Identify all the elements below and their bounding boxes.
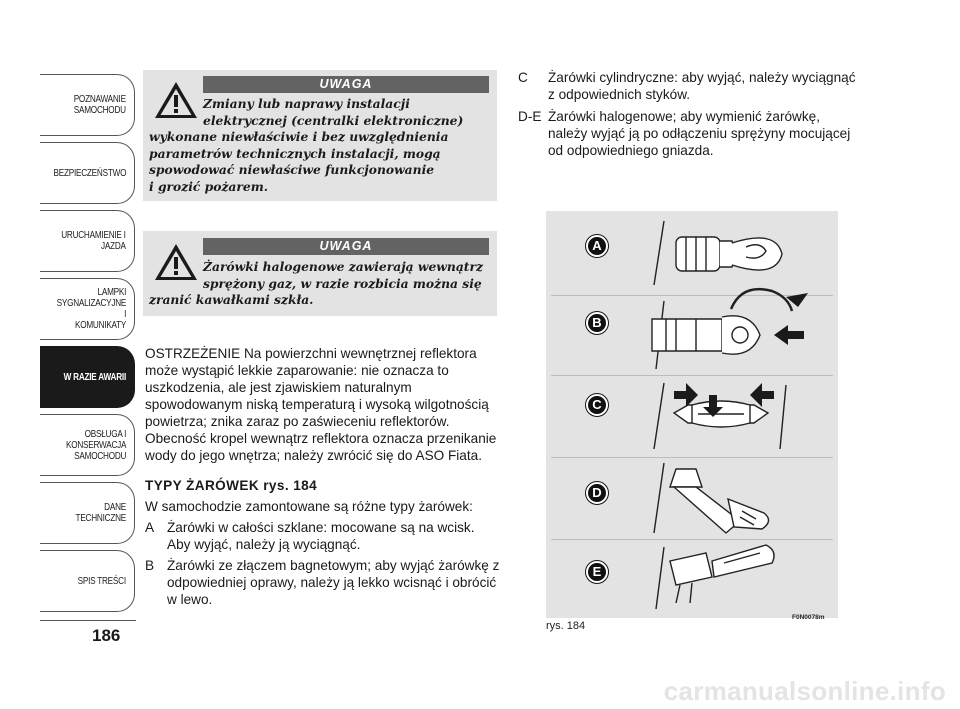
list-item-text: Żarówki w całości szklane: mocowane są na wcisk. Aby wyjąć, należy ją wyciągnąć.	[167, 520, 475, 552]
badge-d: D	[586, 482, 608, 504]
push-arrow-icon	[774, 325, 804, 345]
tab-spis-tresci[interactable]: SPIS TREŚCI	[40, 550, 135, 612]
list-item-text: Żarówki halogenowe; aby wymienić żarówkę, należy wyjąć ją po odłączeniu sprężyny mocującej od odpowiedniego gniazda.	[548, 109, 851, 158]
bulb-types-figure	[546, 211, 838, 618]
warning-header: UWAGA	[203, 238, 489, 255]
page-rule	[40, 620, 136, 621]
tab-obsluga-konserwacja[interactable]: OBSŁUGA I KONSERWACJA SAMOCHODU	[40, 414, 135, 476]
list-item	[518, 69, 863, 103]
tab-bezpieczenstwo[interactable]: BEZPIECZEŃSTWO	[40, 142, 135, 204]
pull-right-arrow-icon	[750, 383, 774, 407]
figure-code: F0N0078m	[792, 614, 825, 621]
warning-box-electrical	[143, 70, 497, 201]
warning-text-line2: sprężony gaz, w razie rozbicia można się	[203, 275, 482, 291]
list-item-label: A	[145, 520, 155, 535]
tab-uruchamienie-jazda[interactable]: URUCHAMIENIE I JAZDA	[40, 210, 135, 272]
left-column-text	[145, 345, 500, 608]
warning-text-line1: Żarówki halogenowe zawierają wewnątrz	[203, 259, 483, 274]
bulb-d-drawing	[654, 463, 769, 533]
section-intro: W samochodzie zamontowane są różne typy żarówek:	[145, 499, 473, 514]
bulb-e-drawing	[656, 545, 774, 609]
tab-w-razie-awarii[interactable]: W RAZIE AWARII	[40, 346, 135, 408]
pull-left-arrow-icon	[674, 383, 698, 407]
watermark: carmanualsonline.info	[663, 676, 946, 706]
warning-text-rest: zranić kawałkami szkła.	[149, 292, 314, 307]
fogging-note: OSTRZEŻENIE Na powierzchni wewnętrznej reflektora może wystąpić lekkie zaparowanie: nie oznacza to uszkodzenia, ale jest zjawiskiem naturalnym spowodowanym niską temperaturą i wysoką wilgotnością powietrza; znika zaraz po zaświeceniu reflektorów. Obecność kropel wewnątrz reflektora oznacza przenikanie wody do jego wnętrza; należy zwrócić się do ASO Fiata.	[145, 346, 497, 463]
badge-a: A	[586, 235, 608, 257]
list-item-label: D-E	[518, 109, 542, 124]
section-heading: TYPY ŻARÓWEK rys. 184	[145, 478, 318, 493]
arrows	[674, 293, 808, 417]
list-item-text: Żarówki ze złączem bagnetowym; aby wyjąć żarówkę z odpowiedniej oprawy, należy ją lekko wcisnąć i obrócić w lewo.	[167, 558, 500, 607]
tab-dane-techniczne[interactable]: DANE TECHNICZNE	[40, 482, 135, 544]
page-number: 186	[92, 626, 121, 645]
bulb-b-drawing	[652, 289, 792, 369]
right-column-text	[518, 69, 863, 159]
tab-lampki-sygnalizacyjne[interactable]: LAMPKI SYGNALIZACYJNE I KOMUNIKATY	[40, 278, 135, 340]
tab-poznawanie-samochodu[interactable]: POZNAWANIE SAMOCHODU	[40, 74, 135, 136]
list-item	[518, 108, 863, 159]
list-item-label: B	[145, 558, 155, 573]
bulb-a-drawing	[654, 221, 782, 285]
list-item-label: C	[518, 70, 528, 85]
warning-text-line2: elektrycznej (centralki elektroniczne)	[203, 112, 464, 128]
warning-header: UWAGA	[203, 76, 489, 93]
warning-text-line1: Zmiany lub naprawy instalacji	[203, 96, 410, 111]
list-item-text: Żarówki cylindryczne: aby wyjąć, należy wyciągnąć z odpowiednich styków.	[548, 70, 856, 102]
list-item	[145, 557, 500, 608]
list-item	[145, 519, 500, 553]
warning-box-halogen	[143, 231, 497, 316]
badge-b: B	[586, 312, 608, 334]
warning-text-rest: wykonane niewłaściwie i bez uwzględnienia parametrów technicznych instalacji, mogą spowodować niewłaściwe funkcjonowanie i grozić pożarem.	[149, 129, 449, 194]
badge-e: E	[586, 561, 608, 583]
figure-caption: rys. 184	[546, 620, 586, 632]
badge-c: C	[586, 394, 608, 416]
bulb-drawings	[546, 211, 838, 618]
